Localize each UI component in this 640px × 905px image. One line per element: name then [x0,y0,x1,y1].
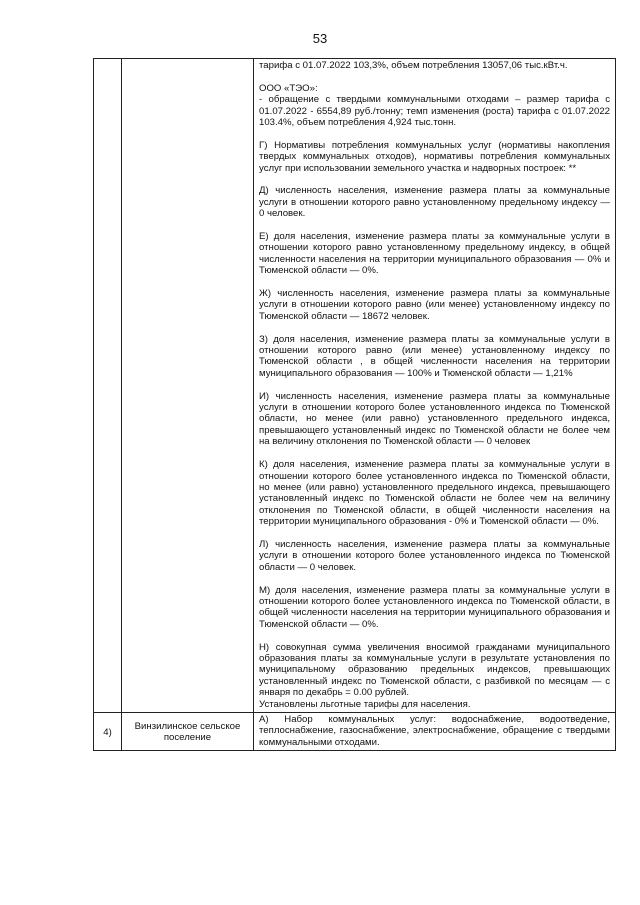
page-number: 53 [312,31,328,46]
paragraph-d: Д) численность населения, изменение размера платы за коммунальные услуги в отношении которого равно установленному предельному индексу — 0 человек. [259,185,610,220]
municipality-name: Винзилинское сельское поселение [122,712,254,750]
paragraph-z: З) доля населения, изменение размера платы за коммунальные услуги в отношении которого равно (или менее) установленному индексу по Тюменской области , в общей численности населения на территории муниципального образования — 100% и Тюменской области — 1,21% [259,333,610,379]
services-set-text: А) Набор коммунальных услуг: водоснабжение, водоотведение, теплоснабжение, газоснабжение, электроснабжение, обращение с твердыми коммунальными отходами. [254,712,616,750]
paragraph-g: Г) Нормативы потребления коммунальных услуг (нормативы накопления твердых коммунальных отходов), нормативы потребления коммунальных услуг при использовании земельного участка и надворных построек: ** [259,139,610,174]
table-row [94,712,616,750]
paragraph-l: Л) численность населения, изменение размера платы за коммунальные услуги в отношении которого более установленного индекса по Тюменской области — 0 человек. [259,538,610,573]
paragraph-e: Е) доля населения, изменение размера платы за коммунальные услуги в отношении которого равно установленному предельному индексу, в общей численности населения на территории муниципального образования — 0% и Тюменской области — 0%. [259,231,610,277]
paragraph-tariff-tail: тарифа с 01.07.2022 103,3%, объем потребления 13057,06 тыс.кВт.ч. [259,60,568,71]
row-number: 4) [94,712,122,750]
paragraph-teo: ООО «ТЭО»: - обращение с твердыми коммунальными отходами – размер тарифа с 01.07.2022 - 6554,89 руб./тонну; темп изменения (роста) тарифа с 01.07.2022 103.4%, объем потребления 4,924 тыс.тонн. [259,82,610,129]
paragraph-zh: Ж) численность населения, изменение размера платы за коммунальные услуги в отношении которого равно (или менее) установленному индексу по Тюменской области — 18672 человек. [259,288,610,322]
description-cell [254,59,616,713]
municipality-cell [122,59,254,713]
paragraph-i: И) численность населения, изменение размера платы за коммунальные услуги в отношении которого более установленного индекса по Тюменской области, но менее (или равно) установленного предельного индекса, превышающего установленный индекс по Тюменской области не более чем на величину отклонения по Тюменской области — 0 человек [259,390,610,448]
table-row [94,59,616,713]
document-table [93,58,616,751]
paragraph-k: К) доля населения, изменение размера платы за коммунальные услуги в отношении которого более установленного индекса по Тюменской области, но менее (или равно) установленного предельного индекса, превышающего установленный индекс по Тюменской области не более чем на величину отклонения по Тюменской области, в общей численности населения на территории муниципального образования - 0% и Тюменской области — 0%. [259,459,610,528]
row-number-cell [94,59,122,713]
paragraph-n: Н) совокупная сумма увеличения вносимой гражданами муниципального образования платы за коммунальные услуги в результате установления по муниципальному образованию предельных индексов, превышающих установленный индекс по Тюменской области, с разбивкой по месяцам — с января по декабрь = 0.00 рублей. Установлены льготные тарифы для населения. [259,641,610,710]
paragraph-m: М) доля населения, изменение размера платы за коммунальные услуги в отношении которого более установленного индекса по Тюменской области, в общей численности населения на территории муниципального образования и Тюменской области — 0%. [259,584,610,630]
